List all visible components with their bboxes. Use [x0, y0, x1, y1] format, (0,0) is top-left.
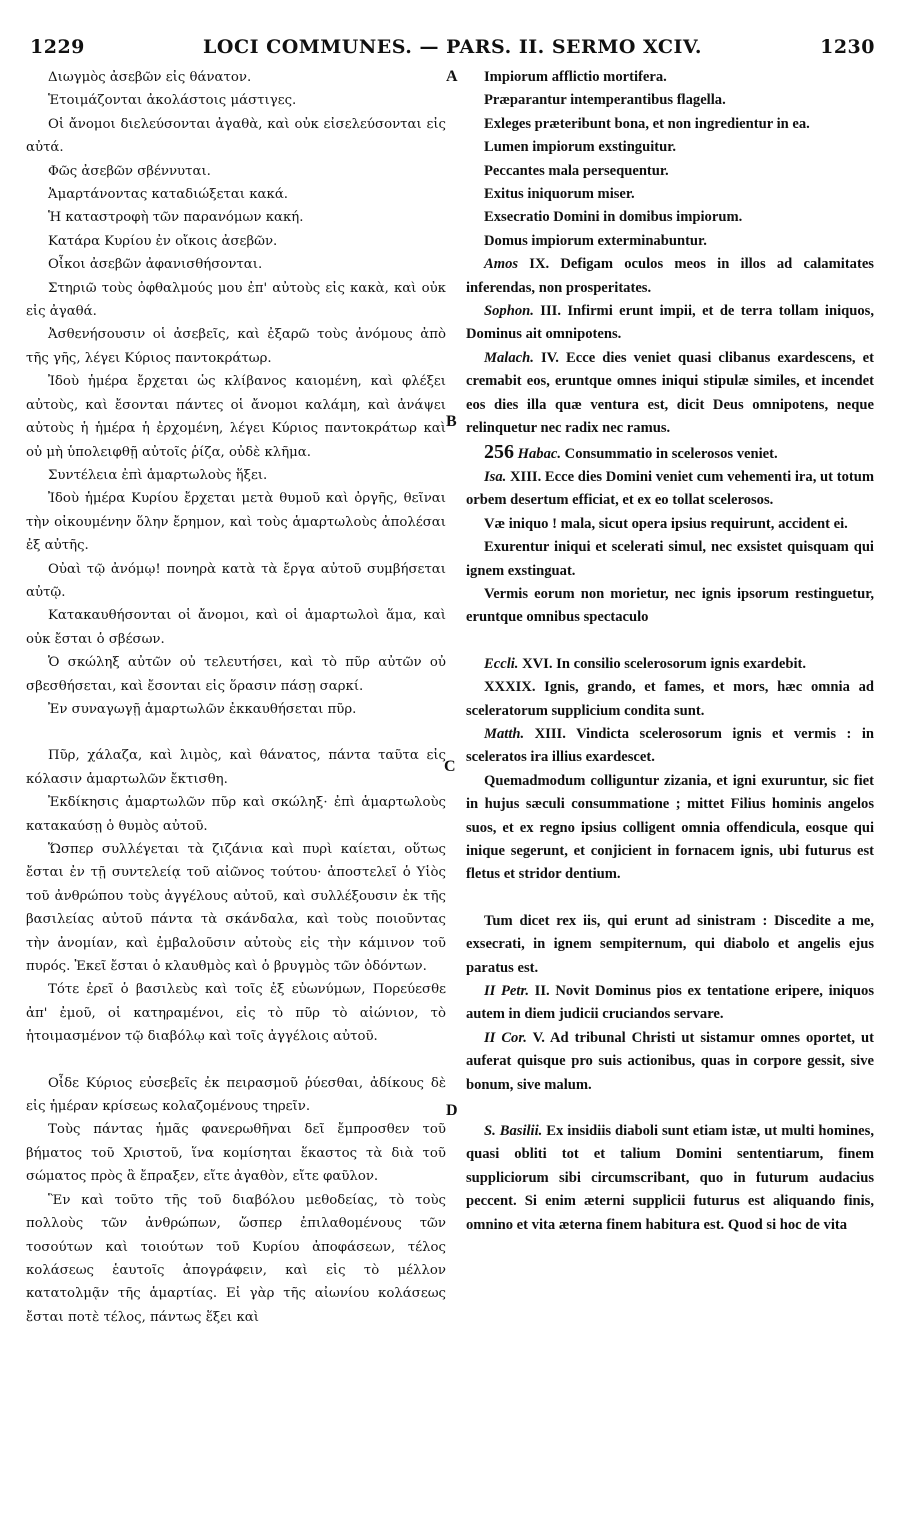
latin-paragraph: [466, 253, 874, 300]
latin-text: IV. Ecce dies veniet quasi clibanus exardescens, et cremabit eos, eruntque omnes iniqui stipulæ similes, et incendet eos dies illa quæ ventura est, dicit Deus omnipotens, neque relinquetur nec radix nec ramus.: [466, 349, 874, 437]
margin-marker-b: B: [446, 413, 457, 430]
latin-text: Væ iniquo ! mala, sicut opera ipsius requirunt, accident ei.: [484, 515, 848, 532]
latin-paragraph: [466, 1027, 874, 1097]
greek-paragraph: Ἁμαρτάνοντας καταδιώξεται κακά.: [48, 187, 289, 203]
latin-text: XXXIX. Ignis, grando, et fames, et mors, hæc omnia ad sceleratorum supplicium condita sunt.: [466, 679, 874, 719]
latin-paragraph: [466, 910, 874, 980]
latin-paragraph: [466, 230, 874, 253]
latin-text: V. Ad tribunal Christi ut sistamur omnes oportet, ut auferat quisque pro suis actionibus, quas in corpore gessit, sive bonum, sive malum.: [466, 1029, 875, 1093]
column-number: 256: [484, 440, 514, 463]
scripture-reference: Malach.: [484, 349, 534, 366]
greek-paragraph: Ὁ σκώληξ αὐτῶν οὐ τελευτήσει, καὶ τὸ πῦρ αὐτῶν οὐ σβεσθήσεται, καὶ ἔσονται εἰς ὅρασιν πάσῃ σαρκί.: [26, 655, 446, 694]
latin-paragraph: [466, 513, 874, 536]
greek-paragraph: Ἐν συναγωγῇ ἁμαρτωλῶν ἐκκαυθήσεται πῦρ.: [48, 701, 357, 717]
margin-marker-c: C: [444, 758, 456, 775]
latin-text: Tum dicet rex iis, qui erunt ad sinistram : Discedite a me, exsecrati, in ignem sempiternum, qui diabolo et angelis ejus paratus est.: [466, 912, 874, 976]
page-number-left: 1229: [30, 36, 85, 58]
scripture-reference: Habac.: [517, 445, 562, 462]
scripture-reference: Matth.: [484, 725, 525, 742]
greek-paragraph: Οὐαὶ τῷ ἀνόμῳ! πονηρὰ κατὰ τὰ ἔργα αὐτοῦ συμβήσεται αὐτῷ.: [26, 561, 446, 600]
latin-paragraph: [466, 66, 874, 89]
latin-paragraph: [466, 136, 874, 159]
latin-paragraph: [466, 160, 874, 183]
greek-paragraph: Στηριῶ τοὺς ὀφθαλμούς μου ἐπ' αὐτοὺς εἰς κακὰ, καὶ οὐκ εἰς ἀγαθά.: [26, 280, 446, 320]
latin-paragraph: [466, 676, 874, 723]
margin-marker-a: A: [446, 68, 458, 85]
latin-column: [466, 66, 874, 1237]
page-number-right: 1230: [820, 36, 875, 58]
greek-paragraph: Ἐκδίκησις ἁμαρτωλῶν πῦρ καὶ σκώληξ· ἐπὶ ἁμαρτωλοὺς κατακαύσῃ ὁ θυμὸς αὐτοῦ.: [26, 795, 446, 834]
greek-paragraph: Συντέλεια ἐπὶ ἁμαρτωλοὺς ἥξει.: [48, 467, 268, 483]
latin-text: Lumen impiorum exstinguitur.: [484, 139, 677, 156]
latin-text: Vermis eorum non morietur, nec ignis ipsorum restinguetur, eruntque omnibus spectaculo: [466, 585, 874, 626]
running-title: LOCI COMMUNES. — PARS. II. SERMO XCIV.: [203, 36, 702, 58]
greek-paragraph: Πῦρ, χάλαζα, καὶ λιμὸς, καὶ θάνατος, πάντα ταῦτα εἰς κόλασιν ἁμαρτωλῶν ἔκτισθη.: [26, 748, 446, 787]
latin-paragraph: [466, 183, 874, 206]
scripture-reference: II Cor.: [484, 1029, 527, 1046]
latin-paragraph: [466, 441, 874, 466]
greek-paragraph: Φῶς ἀσεβῶν σβέννυται.: [48, 163, 211, 179]
latin-text: Exsecratio Domini in domibus impiorum.: [484, 209, 743, 226]
scripture-reference: Amos: [484, 256, 519, 273]
latin-text: Peccantes mala persequentur.: [484, 162, 669, 179]
latin-paragraph: [466, 653, 874, 676]
latin-text: Exurentur iniqui et scelerati simul, nec exsistet quisquam qui ignem exstinguat.: [466, 539, 874, 579]
latin-paragraph: [466, 113, 874, 136]
latin-paragraph: [466, 1120, 874, 1237]
greek-paragraph: Ἓν καὶ τοῦτο τῆς τοῦ διαβόλου μεθοδείας, τὸ τοὺς πολλοὺς τῶν ἀνθρώπων, ὥσπερ ἐπιλαθομένους τῶν τοσούτων καὶ τοιούτων τοῦ Κυρίου ἀποφάσεων, τέλος κολάσεως ἑαυτοῖς ἀπογράφειν, καὶ εἰς τὸ μέλλον κατατολμᾷν τῆς ἁμαρτίας. Εἰ γὰρ τῆς αἰωνίου κολάσεως ἔσται ποτὲ τέλος, πάντως ἕξει καὶ: [26, 1192, 446, 1325]
latin-text: Consummatio in scelerosos veniet.: [561, 445, 778, 462]
greek-paragraph: Κατακαυθήσονται οἱ ἄνομοι, καὶ οἱ ἁμαρτωλοὶ ἅμα, καὶ οὐκ ἔσται ὁ σβέσων.: [26, 608, 446, 647]
greek-column: [26, 66, 446, 1329]
latin-text: XIII. Vindicta scelerosorum ignis et vermis : in sceleratos ira illius exardescet.: [466, 725, 874, 766]
greek-paragraph: Ἡ καταστροφὴ τῶν παρανόμων κακή.: [48, 210, 304, 226]
greek-paragraph: Τοὺς πάντας ἡμᾶς φανερωθῆναι δεῖ ἔμπροσθεν τοῦ βήματος τοῦ Χριστοῦ, ἵνα κομίσηται ἕκαστος τὰ διὰ τοῦ σώματος πρὸς ἃ ἔπραξεν, εἴτε ἀγαθὸν, εἴτε φαῦλον.: [26, 1122, 446, 1185]
latin-paragraph: [466, 466, 874, 513]
latin-paragraph: [466, 206, 874, 229]
greek-paragraph: Ἰδοὺ ἡμέρα Κυρίου ἔρχεται μετὰ θυμοῦ καὶ ὀργῆς, θεῖναι τὴν οἰκουμένην ὅλην ἔρημον, καὶ τοὺς ἁμαρτωλοὺς ἀπολέσαι ἐξ αὐτῆς.: [26, 491, 446, 554]
greek-paragraph: Ἀσθενήσουσιν οἱ ἀσεβεῖς, καὶ ἐξαρῶ τοὺς ἀνόμους ἀπὸ τῆς γῆς, λέγει Κύριος παντοκράτωρ.: [26, 327, 446, 366]
scripture-reference: S. Basilii.: [484, 1123, 543, 1140]
latin-text: Præparantur intemperantibus flagella.: [484, 92, 726, 109]
greek-paragraph: Ἑτοιμάζονται ἀκολάστοις μάστιγες.: [48, 93, 297, 109]
latin-text: XIII. Ecce dies Domini veniet cum vehementi ira, ut totum orbem desertum efficiat, et ex eo tollat scelerosos.: [466, 468, 874, 509]
latin-paragraph: [466, 583, 874, 630]
greek-paragraph: Τότε ἐρεῖ ὁ βασιλεὺς καὶ τοῖς ἐξ εὐωνύμων, Πορεύεσθε ἀπ' ἐμοῦ, οἱ κατηραμένοι, εἰς τὸ πῦρ τὸ αἰώνιον, τὸ ἡτοιμασμένον τῷ διαβόλῳ καὶ τοῖς ἀγγέλοις αὐτοῦ.: [26, 982, 446, 1045]
greek-paragraph: Οἶκοι ἀσεβῶν ἀφανισθήσονται.: [48, 257, 263, 273]
latin-text: Exitus iniquorum miser.: [484, 186, 635, 203]
latin-text: Impiorum afflictio mortifera.: [484, 69, 667, 85]
scripture-reference: II Petr.: [484, 983, 529, 1000]
greek-paragraph: Ὥσπερ συλλέγεται τὰ ζιζάνια καὶ πυρὶ καίεται, οὕτως ἔσται ἐν τῇ συντελείᾳ τοῦ αἰῶνος τούτου· ἀποστελεῖ ὁ Υἱὸς τοῦ ἀνθρώπου τοὺς ἀγγέλους αὐτοῦ, καὶ συλλέξουσιν ἐκ τῆς βασιλείας αὐτοῦ πάντα τὰ σκάνδαλα, καὶ τοὺς ποιοῦντας τὴν ἀνομίαν, καὶ ἐμβαλοῦσιν αὐτοὺς εἰς τὴν κάμινον τοῦ πυρός. Ἐκεῖ ἔσται ὁ κλαυθμὸς καὶ ὁ βρυγμὸς τῶν ὀδόντων.: [26, 842, 446, 975]
latin-paragraph: [466, 89, 874, 112]
latin-text: Exleges præteribunt bona, et non ingredientur in ea.: [484, 115, 810, 132]
latin-text: IX. Defigam oculos meos in illos ad calamitates inferendas, non prosperitates.: [466, 256, 874, 296]
latin-paragraph: [466, 300, 874, 347]
latin-paragraph: [466, 347, 874, 441]
scripture-reference: Sophon.: [484, 303, 534, 320]
latin-paragraph: [466, 536, 874, 583]
latin-text: Quemadmodum colliguntur zizania, et igni exuruntur, sic fiet in hujus sæculi consummatione ; mittet Filius hominis angelos suos, et ex regno ipsius colligent omnia offendicula, eosque qui inique segerunt, et conjicient in fornacem ignis, ubi futurus est fletus et stridor dentium.: [466, 772, 874, 883]
scripture-reference: Isa.: [484, 468, 507, 485]
greek-paragraph: Διωγμὸς ἀσεβῶν εἰς θάνατον.: [48, 70, 252, 85]
greek-paragraph: Κατάρα Κυρίου ἐν οἴκοις ἀσεβῶν.: [48, 233, 278, 249]
latin-paragraph: [466, 770, 874, 887]
latin-text: XVI. In consilio scelerosorum ignis exardebit.: [518, 655, 807, 672]
greek-paragraph: Οἱ ἄνομοι διελεύσονται ἀγαθὰ, καὶ οὐκ εἰσελεύσονται εἰς αὐτά.: [26, 116, 446, 156]
latin-text: II. Novit Dominus pios ex tentatione eripere, iniquos autem in diem judicii cruciandos servare.: [466, 983, 874, 1023]
scripture-reference: Eccli.: [484, 655, 519, 672]
latin-paragraph: [466, 980, 874, 1027]
margin-marker-d: D: [446, 1102, 458, 1119]
latin-text: Domus impiorum exterminabuntur.: [484, 232, 707, 249]
latin-paragraph: [466, 723, 874, 770]
page-header: [30, 36, 875, 60]
greek-paragraph: Οἶδε Κύριος εὐσεβεῖς ἐκ πειρασμοῦ ῥύεσθαι, ἀδίκους δὲ εἰς ἡμέραν κρίσεως κολαζομένους τηρεῖν.: [26, 1075, 446, 1115]
latin-text: Ex insidiis diaboli sunt etiam istæ, ut multi homines, quasi obliti tot et talium Domini sententiarum, finem suppliciorum sibi circumscribant, quo in futurum audacius peccent. Si enim æterni supplicii futurus est aliquando finis, omnino et vita æterna finem habitura est. Quod si hoc de vita: [466, 1123, 874, 1233]
latin-text: III. Infirmi erunt impii, et de terra tollam iniquos, Dominus ait omnipotens.: [466, 303, 874, 343]
greek-paragraph: Ἰδοὺ ἡμέρα ἔρχεται ὡς κλίβανος καιομένη, καὶ φλέξει αὐτοὺς, καὶ ἔσονται πάντες οἱ ἄνομοι καλάμη, καὶ ἀνάψει αὐτοὺς ἡ ἡμέρα ἡ ἐρχομένη, λέγει Κύριος παντοκράτωρ καὶ οὐ μὴ ὑπολειφθῇ αὐτοῖς ῥίζα, οὐδὲ κλῆμα.: [26, 374, 446, 460]
